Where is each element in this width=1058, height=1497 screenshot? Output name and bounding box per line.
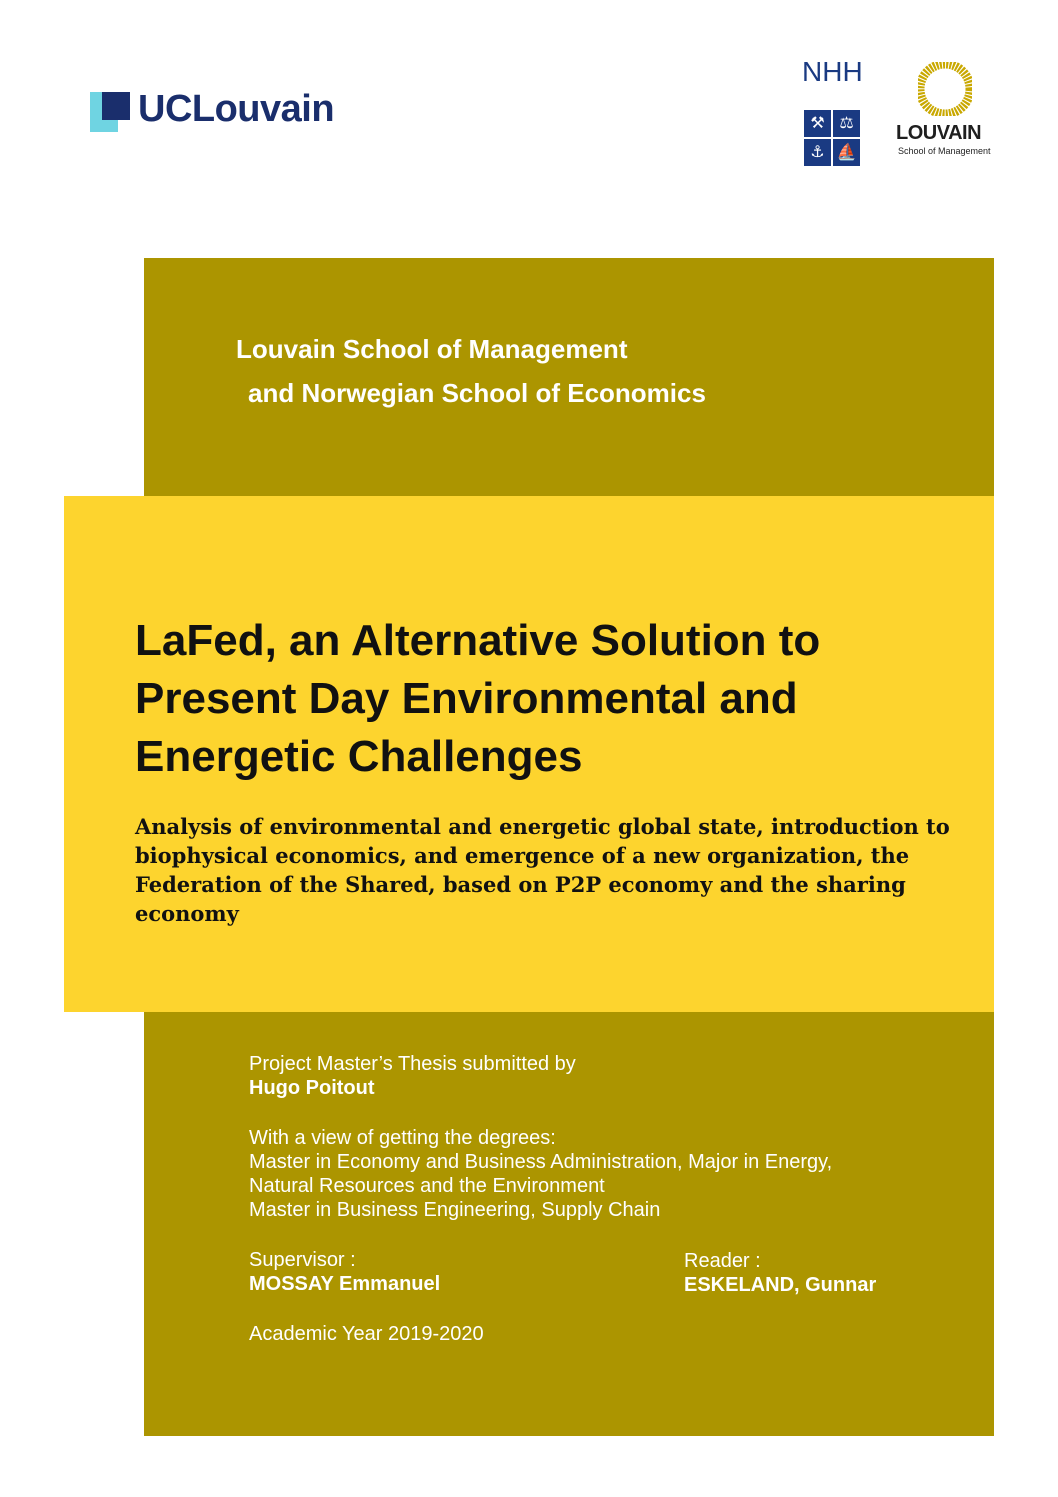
supervisor-label: Supervisor :	[249, 1249, 356, 1271]
reader-label: Reader :	[684, 1250, 761, 1272]
school-name-line1: Louvain School of Management	[236, 334, 628, 364]
nhh-logo	[802, 56, 862, 168]
academic-year: Academic Year 2019-2020	[249, 1323, 484, 1345]
scales-icon: ⚖	[833, 110, 860, 137]
lsm-logo-name: LOUVAIN	[896, 122, 982, 144]
crossed-hammers-icon: ⚒	[804, 110, 831, 137]
nhh-crest-icon	[804, 110, 860, 166]
author-name: Hugo Poitout	[249, 1077, 375, 1099]
school-name-line2: and Norwegian School of Economics	[248, 378, 706, 408]
uclouvain-mark-icon	[90, 92, 130, 132]
nhh-logo-text: NHH	[802, 56, 863, 87]
degree-line-1: Master in Economy and Business Administration, Major in Energy,	[249, 1151, 833, 1173]
submission-label: Project Master’s Thesis submitted by	[249, 1053, 576, 1075]
ship-icon: ⛵	[833, 139, 860, 166]
thesis-subtitle: Analysis of environmental and energetic global state, introduction to biophysical economics, and emergence of a new organization, the Federation of the Shared, based on P2P economy and the sharing economy	[135, 814, 950, 926]
supervisor-name: MOSSAY Emmanuel	[249, 1273, 441, 1295]
louvain-school-of-management-logo	[896, 62, 996, 162]
reader-name: ESKELAND, Gunnar	[684, 1274, 877, 1296]
degree-line-2: Natural Resources and the Environment	[249, 1175, 605, 1197]
lsm-logo-subtitle: School of Management	[898, 146, 991, 156]
uclouvain-logo-text: UCLouvain	[138, 88, 335, 130]
degrees-label: With a view of getting the degrees:	[249, 1127, 556, 1149]
degree-line-3: Master in Business Engineering, Supply Chain	[249, 1199, 661, 1221]
sunburst-icon	[918, 62, 972, 116]
thesis-title: LaFed, an Alternative Solution to Present Day Environmental and Energetic Challenges	[135, 616, 821, 781]
anchor-icon: ⚓	[804, 139, 831, 166]
